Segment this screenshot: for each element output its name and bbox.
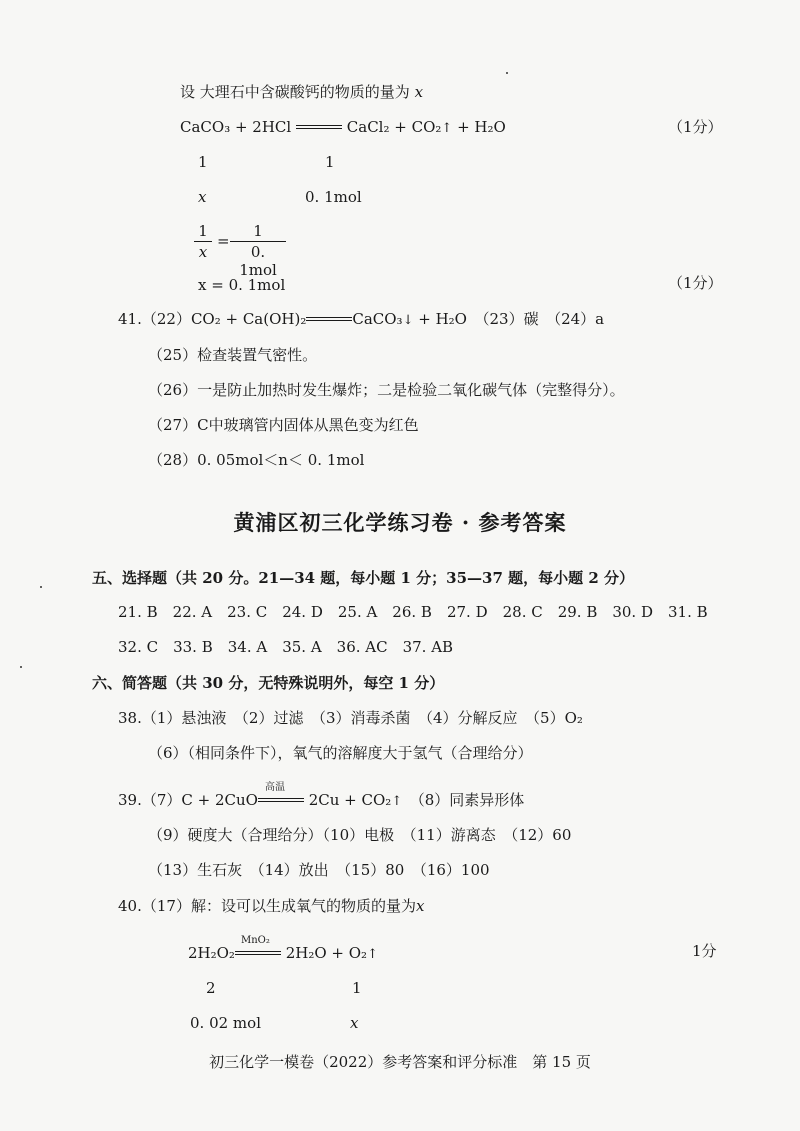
calc1-score2: （1分）: [668, 274, 723, 292]
q41-item27: （27）C中玻璃管内固体从黑色变为红色: [148, 416, 419, 434]
calc1-result: x = 0. 1mol: [198, 276, 286, 294]
precipitate-arrow-icon: ↓: [402, 313, 414, 328]
fraction-right: 1 0. 1mol: [230, 222, 286, 279]
sec5-heading: 五、选择题（共 20 分。21—34 题，每小题 1 分；35—37 题，每小题 2 分）: [92, 569, 635, 587]
q39-line3: （13）生石灰 （14）放出 （15）80 （16）100: [148, 861, 490, 879]
q41-line1: 41.（22）CO₂ + Ca(OH)₂ CaCO₃↓ + H₂O （23）碳 （24）a: [118, 309, 604, 331]
q39-line1: 39.（7）C + 2CuO 高温 2Cu + CO₂↑ （8）同素异形体: [118, 790, 524, 812]
scan-speck: [20, 666, 22, 668]
gas-arrow-icon: ↑: [441, 121, 453, 136]
calc1-ratio-b: 1: [325, 153, 335, 171]
calc1-ratio-a: 1: [198, 153, 208, 171]
sec5-answers-row1: 21. B 22. A 23. C 24. D 25. A 26. B 27. D 28. C 29. B 30. D 31. B: [118, 603, 708, 621]
gas-arrow-icon: ↑: [391, 794, 403, 809]
sec5-answers-row2: 32. C 33. B 34. A 35. A 36. AC 37. AB: [118, 638, 454, 656]
q40-catalyst: MnO₂: [240, 935, 270, 946]
q40-amount-a: 0. 02 mol: [190, 1014, 261, 1032]
q40-amount-b: x: [350, 1014, 359, 1032]
scan-speck: [40, 586, 42, 588]
q40-ratio-a: 2: [206, 979, 216, 997]
q41-item26: （26）一是防止加热时发生爆炸；二是检验二氧化碳气体（完整得分）。: [148, 381, 625, 399]
q40-ratio-b: 1: [352, 979, 362, 997]
page-footer: 初三化学一模卷（2022）参考答案和评分标准 第 15 页: [209, 1053, 591, 1071]
sec6-heading: 六、简答题（共 30 分，无特殊说明外，每空 1 分）: [92, 674, 445, 692]
calc1-intro: 设 大理石中含碳酸钙的物质的量为 x: [180, 83, 424, 101]
q41-item28: （28）0. 05mol＜n＜ 0. 1mol: [148, 451, 365, 469]
fraction-left: 1 x: [194, 222, 212, 261]
q40-intro: 40.（17）解：设可以生成氧气的物质的量为x: [118, 897, 425, 915]
q39-line2: （9）硬度大（合理给分）（10）电极 （11）游离态 （12）60: [148, 826, 572, 844]
gas-arrow-icon: ↑: [367, 947, 378, 962]
q40-equation: 2H₂O₂ MnO₂ 2H₂O + O₂↑: [188, 943, 378, 965]
q40-score: 1分: [692, 942, 717, 960]
equals-sign-icon: [306, 316, 352, 324]
scan-speck: [506, 72, 508, 74]
q41-item25: （25）检查装置气密性。: [148, 346, 318, 364]
equals-sign-icon: [258, 797, 304, 805]
q39-condition: 高温: [264, 782, 285, 793]
section-title: 黄浦区初三化学练习卷 · 参考答案: [233, 510, 567, 535]
equals-sign-icon: [235, 950, 281, 958]
equals-sign-icon: [296, 124, 342, 132]
q38-line2: （6）（相同条件下），氧气的溶解度大于氢气（合理给分）: [148, 744, 533, 762]
calc1-amount-a: x: [198, 188, 207, 206]
q38-line1: 38.（1）悬浊液 （2）过滤 （3）消毒杀菌 （4）分解反应 （5）O₂: [118, 709, 583, 727]
fraction-equals: =: [217, 232, 230, 250]
calc1-score: （1分）: [668, 118, 723, 136]
calc1-amount-b: 0. 1mol: [305, 188, 362, 206]
calc1-equation: CaCO₃ + 2HCl CaCl₂ + CO₂↑ + H₂O: [180, 117, 506, 139]
